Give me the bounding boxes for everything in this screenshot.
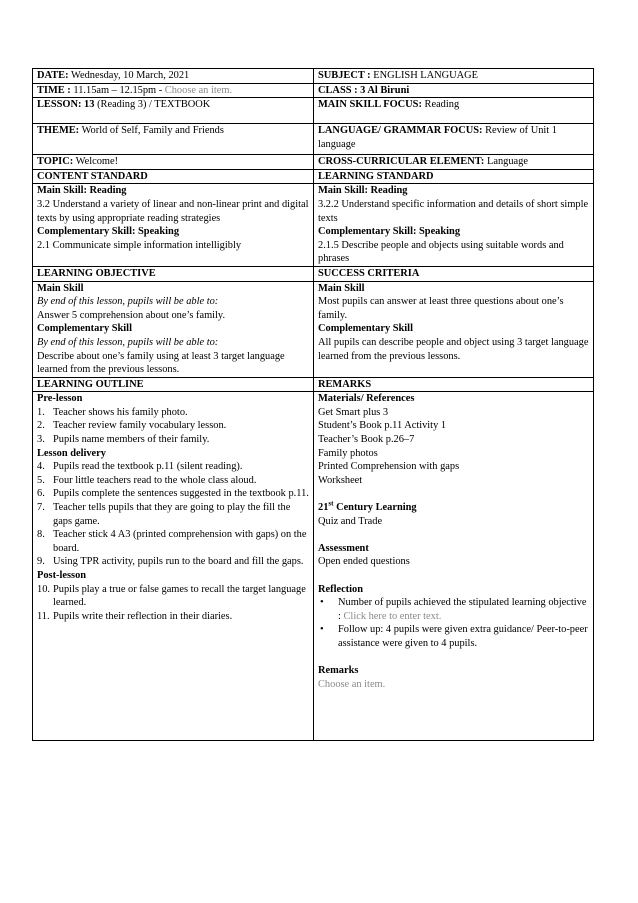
objective-main-intro: By end of this lesson, pupils will be able to: — [37, 296, 219, 308]
date-row — [33, 69, 594, 84]
content-comp-skill: Complementary Skill: Speaking — [37, 226, 180, 238]
criteria-comp-skill: Complementary Skill — [318, 323, 413, 335]
theme-value: World of Self, Family and Friends — [81, 125, 224, 137]
century-learning-value: Quiz and Trade — [318, 515, 383, 527]
century-learning-heading: 21st Century Learning — [318, 499, 417, 514]
theme-row — [33, 124, 594, 155]
lesson-value: (Reading 3) / TEXTBOOK — [97, 99, 211, 111]
objective-comp-text: Describe about one’s family using at least 3 target language learned from the previous lessons. — [37, 350, 285, 376]
criteria-comp-text: All pupils can describe people and object using 3 target language learned from the previous lessons. — [318, 336, 589, 362]
learning-comp-text: 2.1.5 Describe people and objects using suitable words and phrases — [318, 239, 564, 265]
lesson-cell — [33, 98, 314, 124]
topic-value: Welcome! — [75, 156, 119, 168]
spacer — [318, 569, 589, 583]
objective-main-text: Answer 5 comprehension about one’s family. — [37, 309, 226, 321]
objective-header-row — [33, 266, 594, 281]
pre-lesson-heading: Pre-lesson — [37, 393, 83, 405]
outline-item: 6. Pupils complete the sentences suggested in the textbook p.11. — [37, 488, 309, 500]
reflection-heading: Reflection — [318, 583, 364, 595]
lesson-plan-table — [32, 68, 594, 741]
outline-item: 2. Teacher review family vocabulary lesson. — [37, 420, 227, 432]
outline-item: 4. Pupils read the textbook p.11 (silent reading). — [37, 461, 243, 473]
assessment-value: Open ended questions — [318, 556, 410, 568]
topic-row — [33, 155, 594, 170]
material-item: Printed Comprehension with gaps — [318, 461, 460, 473]
material-item: Family photos — [318, 447, 378, 459]
outline-item: 1. Teacher shows his family photo. — [37, 406, 188, 418]
reflection-text-field[interactable]: Click here to enter text. — [343, 610, 442, 622]
criteria-main-text: Most pupils can answer at least three questions about one’s family. — [318, 296, 564, 321]
lesson-row — [33, 98, 594, 124]
main-skill-focus-value: Reading — [424, 99, 460, 111]
grammar-focus-cell — [314, 124, 594, 155]
remarks-heading: Remarks — [318, 665, 359, 677]
main-skill-focus-cell — [314, 98, 594, 124]
subject-cell — [314, 69, 594, 84]
date-label: DATE: — [37, 70, 69, 81]
cross-curricular-label: CROSS-CURRICULAR ELEMENT: — [318, 156, 485, 168]
post-lesson-list — [37, 583, 309, 624]
spacer — [318, 651, 589, 665]
lesson-plan-page — [32, 68, 594, 741]
cross-curricular-value: Language — [486, 156, 528, 168]
success-criteria-cell — [314, 281, 594, 377]
outline-row — [33, 392, 594, 741]
reflection-item: • Follow up: 4 pupils were given extra guidance/ Peer-to-peer assistance were given to 4 pupils. — [320, 624, 588, 649]
date-value: Wednesday, 10 March, 2021 — [70, 70, 190, 81]
grammar-focus-label: LANGUAGE/ GRAMMAR FOCUS: — [318, 125, 483, 137]
post-lesson-heading: Post-lesson — [37, 570, 87, 581]
class-label: CLASS : 3 Al Biruni — [318, 84, 410, 96]
remarks-choose-item-field[interactable]: Choose an item. — [318, 678, 386, 690]
material-item: Student’s Book p.11 Activity 1 — [318, 420, 447, 432]
remarks-cell — [314, 392, 594, 741]
lesson-delivery-list — [37, 460, 309, 569]
date-cell — [33, 69, 314, 84]
outline-item: 8. Teacher stick 4 A3 (printed comprehension with gaps) on the board. — [37, 529, 307, 554]
objective-comp-intro: By end of this lesson, pupils will be able to: — [37, 336, 219, 348]
spacer — [318, 487, 589, 501]
bullet-icon: • — [320, 597, 324, 609]
outline-item: 10. Pupils play a true or false games to recall the target language learned. — [37, 583, 306, 609]
learning-comp-skill: Complementary Skill: Speaking — [318, 226, 461, 238]
learning-outline-title: LEARNING OUTLINE — [33, 377, 314, 392]
outline-header-row — [33, 377, 594, 392]
time-cell — [33, 83, 314, 98]
success-criteria-title: SUCCESS CRITERIA — [314, 266, 594, 281]
outline-item: 5. Four little teachers read to the whole class aloud. — [37, 474, 257, 486]
learning-outline-cell — [33, 392, 314, 741]
content-main-skill: Main Skill: Reading — [37, 185, 127, 197]
material-item: Teacher’s Book p.26–7 — [318, 434, 415, 446]
criteria-main-skill: Main Skill — [318, 282, 365, 294]
grammar-focus-value: Review of Unit 1 language — [318, 125, 557, 150]
content-main-text: 3.2 Understand a variety of linear and non-linear print and digital texts by using appropriate reading strategies — [37, 198, 309, 224]
learning-main-text: 3.2.2 Understand specific information and details of short simple texts — [318, 198, 589, 224]
topic-label: TOPIC: — [37, 156, 74, 168]
standards-header-row — [33, 169, 594, 184]
assessment-heading: Assessment — [318, 542, 369, 554]
time-choose-item-field[interactable]: Choose an item. — [164, 84, 233, 96]
outline-item: 7. Teacher tells pupils that they are going to play the fill the gaps game. — [37, 502, 291, 527]
spacer — [318, 528, 589, 542]
material-item: Get Smart plus 3 — [318, 406, 389, 418]
outline-item: 11. Pupils write their reflection in their diaries. — [37, 610, 233, 622]
theme-cell — [33, 124, 314, 155]
subject-label: SUBJECT : — [318, 70, 371, 81]
reflection-list — [318, 596, 589, 650]
time-value: 11.15am – 12.15pm - — [73, 84, 163, 96]
learning-standard-cell — [314, 184, 594, 267]
materials-heading: Materials/ References — [318, 393, 415, 405]
bullet-icon: • — [320, 624, 324, 636]
content-standard-title: CONTENT STANDARD — [33, 169, 314, 184]
class-cell — [314, 83, 594, 98]
learning-main-skill: Main Skill: Reading — [318, 185, 408, 197]
remarks-title: REMARKS — [314, 377, 594, 392]
theme-label: THEME: — [37, 125, 80, 137]
time-row — [33, 83, 594, 98]
outline-item: 9. Using TPR activity, pupils run to the board and fill the gaps. — [37, 556, 304, 568]
subject-value: ENGLISH LANGUAGE — [373, 70, 479, 81]
material-item: Worksheet — [318, 474, 363, 486]
time-label: TIME : — [37, 84, 71, 96]
lesson-label: LESSON: 13 — [37, 99, 95, 111]
objective-main-skill: Main Skill — [37, 282, 84, 294]
standards-row — [33, 184, 594, 267]
topic-cell — [33, 155, 314, 170]
objective-comp-skill: Complementary Skill — [37, 323, 132, 335]
objective-row — [33, 281, 594, 377]
outline-item: 3. Pupils name members of their family. — [37, 434, 210, 446]
learning-objective-cell — [33, 281, 314, 377]
content-comp-text: 2.1 Communicate simple information intelligibly — [37, 239, 242, 251]
main-skill-focus-label: MAIN SKILL FOCUS: — [318, 99, 422, 111]
learning-objective-title: LEARNING OBJECTIVE — [33, 266, 314, 281]
reflection-item: • Number of pupils achieved the stipulated learning objective : Click here to enter text. — [320, 597, 587, 622]
pre-lesson-list — [37, 406, 309, 447]
learning-standard-title: LEARNING STANDARD — [314, 169, 594, 184]
cross-curricular-cell — [314, 155, 594, 170]
content-standard-cell — [33, 184, 314, 267]
lesson-delivery-heading: Lesson delivery — [37, 447, 106, 459]
